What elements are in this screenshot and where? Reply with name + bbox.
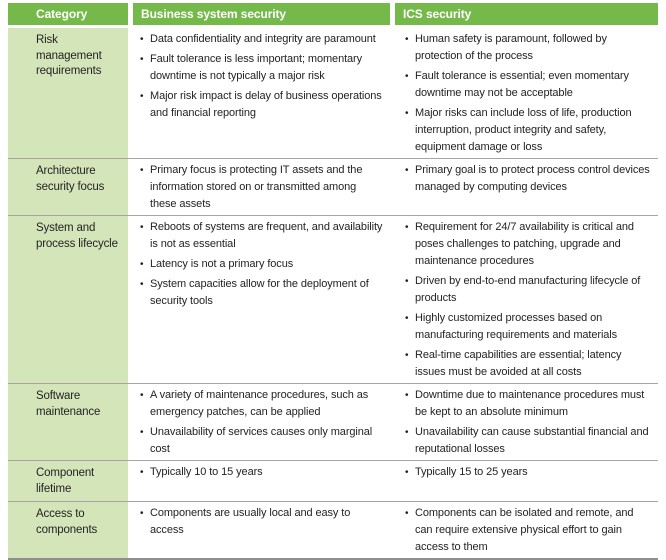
bullet-item xyxy=(402,464,653,481)
bullet-item xyxy=(402,273,653,307)
bullet-item xyxy=(137,505,385,539)
bullet-icon: • xyxy=(140,508,144,519)
bullet-icon: • xyxy=(405,165,409,176)
bullet-text: Driven by end-to-end manufacturing lifecycle of products xyxy=(415,275,641,304)
bullet-list xyxy=(402,505,653,556)
bullet-text: Unavailability can cause substantial financial and reputational losses xyxy=(415,426,649,455)
table-header-row xyxy=(8,3,658,25)
bullet-text: Real-time capabilities are essential; latency issues must be avoided at all costs xyxy=(415,349,622,378)
table-row xyxy=(8,28,658,158)
bullet-item xyxy=(137,464,385,481)
bullet-icon: • xyxy=(405,427,409,438)
bullet-icon: • xyxy=(405,467,409,478)
bullet-icon: • xyxy=(140,34,144,45)
bullet-text: Major risks can include loss of life, production interruption, product integrity and safety, equipment damage or loss xyxy=(415,107,632,153)
bullet-text: Unavailability of services causes only marginal cost xyxy=(150,426,373,455)
ics-security-cell xyxy=(395,216,658,383)
bullet-icon: • xyxy=(140,279,144,290)
table-row xyxy=(8,460,658,501)
bullet-list xyxy=(402,387,653,458)
bullet-item xyxy=(137,51,385,85)
category-cell: Software maintenance xyxy=(8,384,128,460)
bullet-text: Downtime due to maintenance procedures must be kept to an absolute minimum xyxy=(415,389,645,418)
bullet-text: Highly customized processes based on manufacturing requirements and materials xyxy=(415,312,618,341)
bullet-icon: • xyxy=(140,54,144,65)
business-security-cell xyxy=(133,28,390,158)
bullet-icon: • xyxy=(140,165,144,176)
category-cell: Component lifetime xyxy=(8,461,128,501)
category-cell: Access to components xyxy=(8,502,128,558)
business-security-cell xyxy=(133,159,390,215)
bullet-item xyxy=(137,424,385,458)
bullet-item xyxy=(137,219,385,253)
bullet-text: System capacities allow for the deployment of security tools xyxy=(150,278,369,307)
bullet-icon: • xyxy=(140,222,144,233)
bullet-list xyxy=(402,162,653,196)
bullet-item xyxy=(402,387,653,421)
bullet-text: Typically 10 to 15 years xyxy=(150,466,263,478)
bullet-icon: • xyxy=(405,222,409,233)
bullet-text: Fault tolerance is less important; momentary downtime is not typically a major risk xyxy=(150,53,363,82)
bullet-item xyxy=(137,256,385,273)
bullet-text: Latency is not a primary focus xyxy=(150,258,294,270)
bullet-text: Requirement for 24/7 availability is critical and poses challenges to patching, upgrade and maintenance procedures xyxy=(415,221,634,267)
bullet-text: Reboots of systems are frequent, and availability is not as essential xyxy=(150,221,383,250)
bullet-text: Data confidentiality and integrity are paramount xyxy=(150,33,376,45)
bullet-text: Fault tolerance is essential; even momentary downtime may not be acceptable xyxy=(415,70,629,99)
bullet-item xyxy=(137,276,385,310)
bullet-item xyxy=(402,68,653,102)
bullet-icon: • xyxy=(405,108,409,119)
bullet-item xyxy=(402,219,653,270)
business-security-cell xyxy=(133,384,390,460)
table-row xyxy=(8,383,658,460)
table-row xyxy=(8,215,658,383)
ics-security-cell xyxy=(395,28,658,158)
bullet-item xyxy=(402,31,653,65)
category-cell: System and process lifecycle xyxy=(8,216,128,383)
bullet-text: Typically 15 to 25 years xyxy=(415,466,528,478)
bullet-icon: • xyxy=(140,91,144,102)
bullet-item xyxy=(402,105,653,156)
bullet-icon: • xyxy=(405,350,409,361)
bullet-icon: • xyxy=(405,508,409,519)
bullet-text: Components can be isolated and remote, and can require extensive physical effort to gain access to them xyxy=(415,507,634,553)
table-row xyxy=(8,158,658,215)
bullet-list xyxy=(137,31,385,122)
bullet-list xyxy=(137,219,385,310)
ics-security-cell xyxy=(395,384,658,460)
business-security-cell xyxy=(133,461,390,501)
bullet-icon: • xyxy=(140,390,144,401)
table-body xyxy=(8,28,658,560)
ics-security-cell xyxy=(395,159,658,215)
bullet-list xyxy=(402,464,653,481)
bullet-item xyxy=(402,347,653,381)
bullet-icon: • xyxy=(405,313,409,324)
bullet-list xyxy=(137,162,385,213)
business-security-cell xyxy=(133,502,390,558)
bullet-icon: • xyxy=(140,467,144,478)
bullet-text: Primary focus is protecting IT assets and the information stored on or transmitted among these assets xyxy=(150,164,363,210)
bullet-text: Major risk impact is delay of business operations and financial reporting xyxy=(150,90,382,119)
ics-security-cell xyxy=(395,502,658,558)
bullet-text: Primary goal is to protect process control devices managed by computing devices xyxy=(415,164,650,193)
column-header-category: Category xyxy=(8,3,128,25)
bullet-icon: • xyxy=(405,34,409,45)
bullet-list xyxy=(137,464,385,481)
bullet-item xyxy=(137,387,385,421)
bullet-item xyxy=(137,31,385,48)
bullet-item xyxy=(402,505,653,556)
bullet-text: Components are usually local and easy to access xyxy=(150,507,351,536)
business-security-cell xyxy=(133,216,390,383)
column-header-business-system-security: Business system security xyxy=(133,3,390,25)
bullet-list xyxy=(137,505,385,539)
bullet-list xyxy=(402,219,653,381)
bullet-icon: • xyxy=(140,259,144,270)
category-cell: Risk management requirements xyxy=(8,28,128,158)
ics-security-cell xyxy=(395,461,658,501)
table-row xyxy=(8,501,658,558)
security-comparison-table xyxy=(8,3,658,560)
bullet-item xyxy=(402,424,653,458)
bullet-icon: • xyxy=(405,276,409,287)
bullet-item xyxy=(402,162,653,196)
bullet-list xyxy=(137,387,385,458)
bullet-icon: • xyxy=(405,390,409,401)
column-header-ics-security: ICS security xyxy=(395,3,658,25)
bullet-icon: • xyxy=(405,71,409,82)
category-cell: Architecture security focus xyxy=(8,159,128,215)
bullet-list xyxy=(402,31,653,156)
bullet-icon: • xyxy=(140,427,144,438)
bullet-item xyxy=(137,162,385,213)
bullet-item xyxy=(402,310,653,344)
bullet-text: A variety of maintenance procedures, such as emergency patches, can be applied xyxy=(150,389,369,418)
bullet-item xyxy=(137,88,385,122)
bullet-text: Human safety is paramount, followed by protection of the process xyxy=(415,33,607,62)
